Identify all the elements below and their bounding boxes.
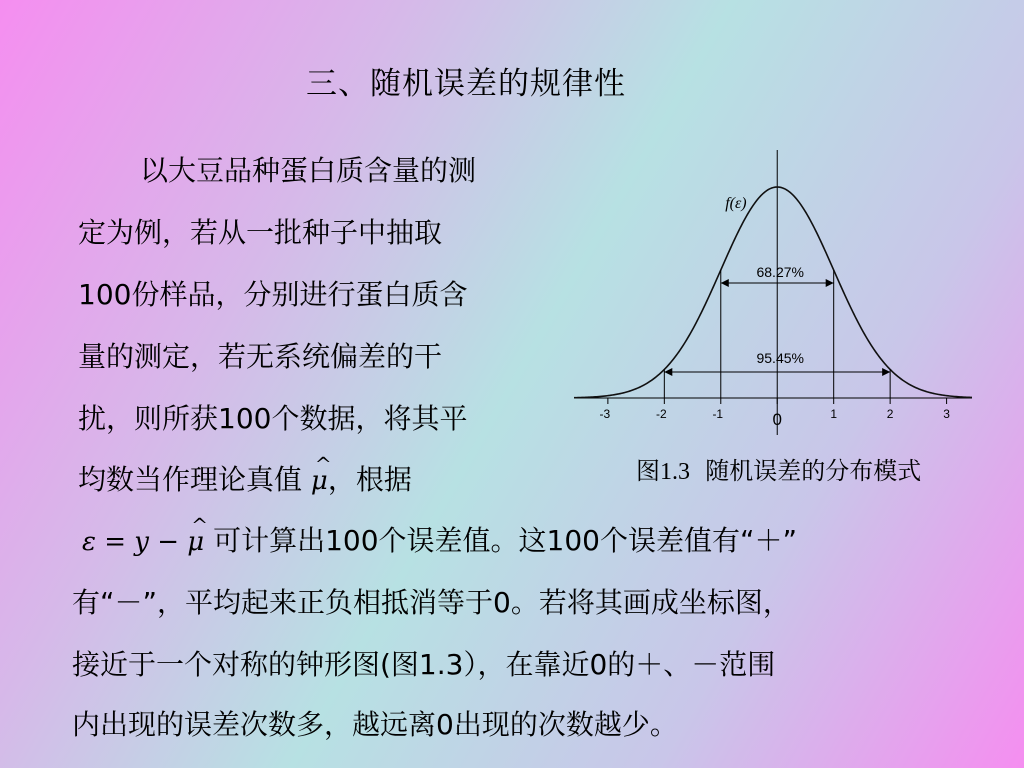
paragraph-line-7	[82, 519, 797, 559]
annotation-arrowhead-left	[721, 279, 729, 287]
x-tick-label: -1	[712, 407, 724, 421]
annotation-arrowhead-right	[826, 279, 834, 287]
mu-hat-symbol: ^ μ	[311, 466, 328, 496]
paragraph-line-6	[78, 458, 412, 498]
paragraph-line-10: 内出现的误差次数多，越远离0出现的次数越少。	[72, 708, 678, 741]
paragraph-line-6-tail: ，根据	[327, 463, 412, 496]
paragraph-line-8: 有“－”，平均起来正负相抵消等于0。若将其画成坐标图，	[72, 586, 791, 619]
slide-title: 三、随机误差的规律性	[306, 66, 626, 102]
x-tick-label: 3	[943, 407, 950, 421]
paragraph-line-3: 100份样品，分别进行蛋白质含	[78, 278, 468, 311]
formula-epsilon: ε	[82, 527, 96, 557]
annotation-label: 95.45%	[756, 350, 804, 366]
x-tick-label: 2	[886, 407, 894, 421]
paragraph-line-7-tail: 可计算出100个误差值。这100个误差值有“＋”	[213, 524, 797, 557]
figure-caption-text: 随机误差的分布模式	[705, 457, 922, 485]
x-tick-label: -3	[599, 407, 611, 421]
formula-equals: = y −	[95, 527, 188, 557]
paragraph-line-9: 接近于一个对称的钟形图(图1.3），在靠近0的＋、－范围	[72, 648, 776, 681]
formula-mu-hat: ^ μ	[187, 527, 204, 557]
normal-distribution-chart	[570, 150, 980, 435]
x-tick-label: 1	[830, 407, 838, 421]
x-tick-label: 0	[772, 410, 782, 429]
x-tick-label: -2	[655, 407, 667, 421]
annotation-label: 68.27%	[756, 264, 804, 280]
paragraph-line-2: 定为例，若从一批种子中抽取	[78, 216, 443, 249]
figure-caption-number: 1.3	[660, 459, 690, 485]
paragraph-line-1: 以大豆品种蛋白质含量的测	[140, 154, 477, 187]
figure-caption	[636, 451, 921, 486]
figure-caption-prefix: 图	[636, 457, 660, 485]
paragraph-line-5: 扰，则所获100个数据，将其平	[78, 402, 468, 435]
paragraph-line-6-text: 均数当作理论真值	[78, 463, 303, 496]
bell-curve	[574, 187, 972, 398]
paragraph-line-4: 量的测定，若无系统偏差的干	[78, 340, 443, 373]
y-axis-label: f(ε)	[725, 195, 747, 212]
